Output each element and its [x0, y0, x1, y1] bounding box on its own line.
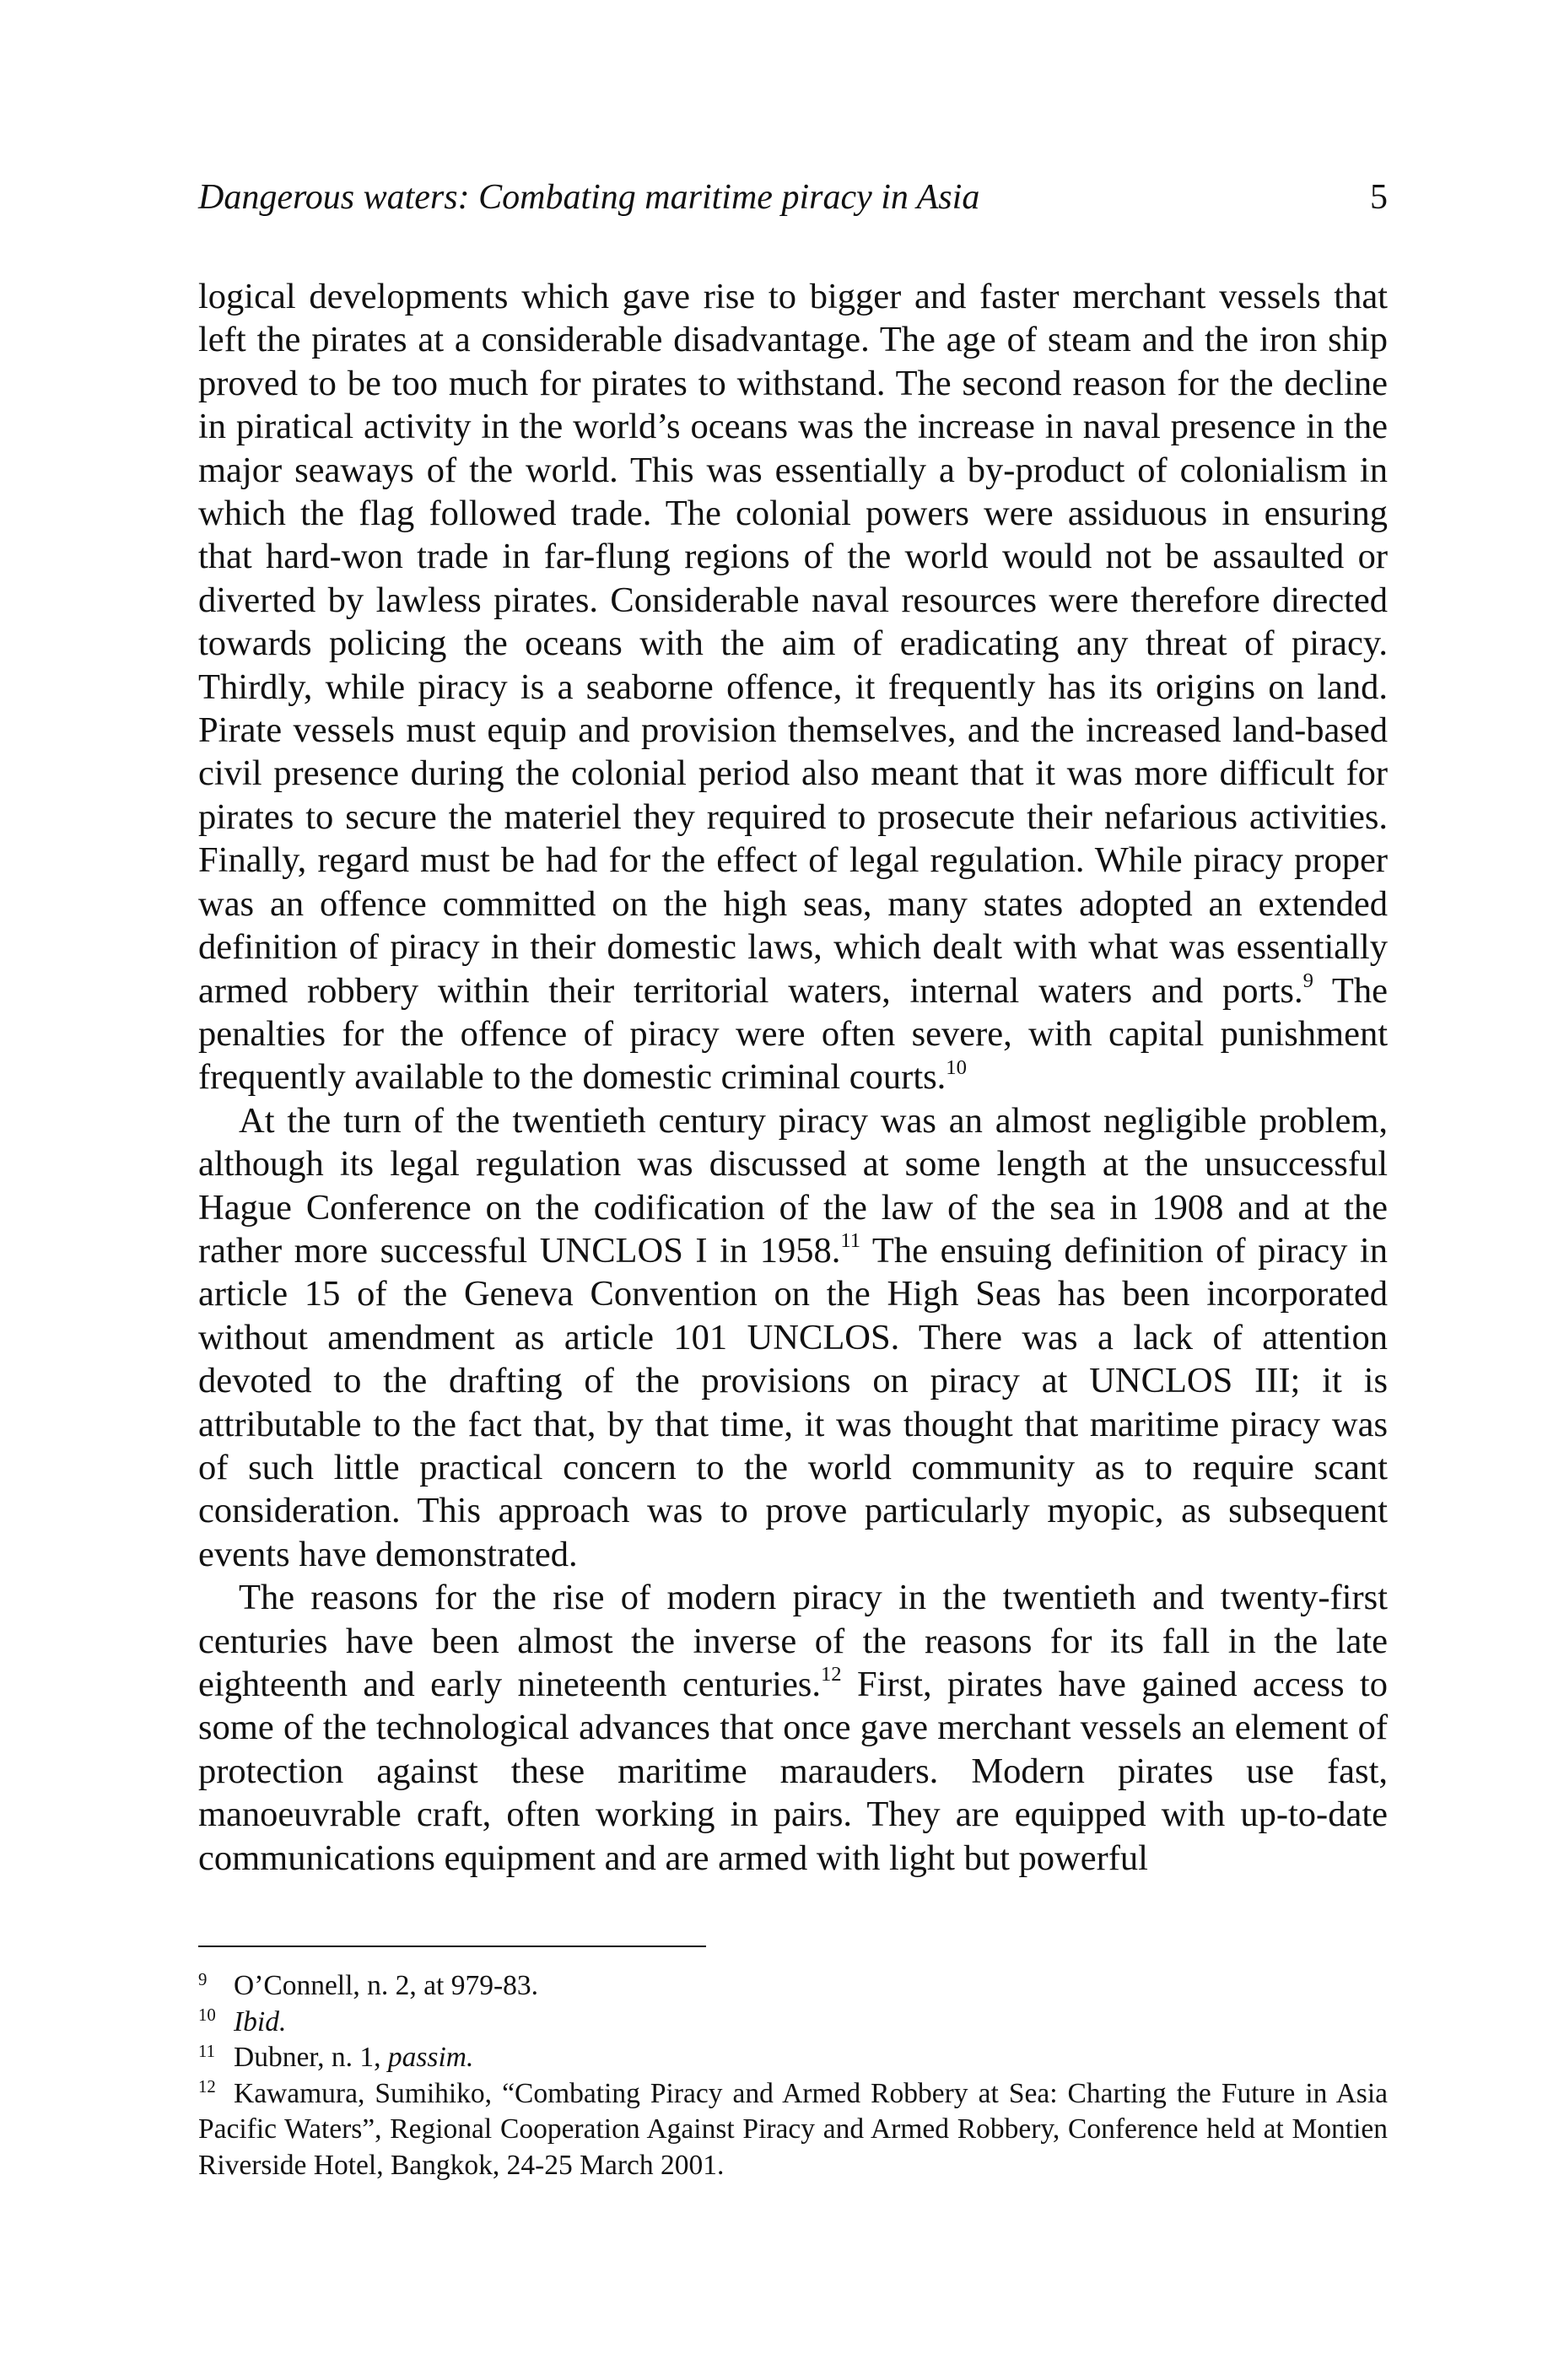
paragraph-text: At the turn of the twentieth century piracy was an almost negligible problem, although its legal regulation was discussed at some length at the unsuccessful Hague Conference on the codification of the law of the sea in 1908 and at the rather more successful UNCLOS I in 1958. [198, 1100, 1388, 1271]
footnote-reference: 9 [1302, 969, 1313, 992]
document-page [198, 174, 1388, 2183]
paragraph-text: First, pirates have gained access to some of the technological advances that once gave merchant vessels an element of protection against these maritime marauders. Modern pirates use fast, manoeuvrable craft, often working in pairs. They are equipped with up-to-date communications equipment and are armed with light but powerful [198, 1665, 1388, 1878]
paragraph-text: The reasons for the rise of modern piracy in the twentieth and twenty-first centuries have been almost the inverse of the reasons for its fall in the late eighteenth and early nineteenth centuries. [198, 1578, 1388, 1704]
footnote-text: Ibid. [234, 2005, 287, 2037]
paragraph-1 [198, 275, 1388, 1099]
paragraph-text: The penalties for the offence of piracy were often severe, with capital punishment frequently available to the domestic criminal courts. [198, 970, 1388, 1098]
footnote-text: Kawamura, Sumihiko, “Combating Piracy and Armed Robbery at Sea: Charting the Future in Asia Pacific Waters”, Regional Cooperation Against Piracy and Armed Robbery, Conference held at Montien Riverside Hotel, Bangkok, 24-25 March 2001. [198, 2077, 1388, 2181]
paragraph-text: logical developments which gave rise to bigger and faster merchant vessels that left the pirates at a considerable disadvantage. The age of steam and the iron ship proved to be too much for pirates to withstand. The second reason for the decline in piratical activity in the world’s oceans was the increase in naval presence in the major seaways of the world. This was essentially a by-product of colonialism in which the flag followed trade. The colonial powers were assiduous in ensuring that hard-won trade in far-flung regions of the world would not be assaulted or diverted by lawless pirates. Considerable naval resources were therefore directed towards policing the oceans with the aim of eradicating any threat of piracy. Thirdly, while piracy is a seaborne offence, it frequently has its origins on land. Pirate vessels must equip and provision themselves, and the increased land-based civil presence during the colonial period also meant that it was more difficult for pirates to secure the materiel they required to prosecute their nefarious activities. Finally, regard must be had for the effect of legal regulation. While piracy proper was an offence committed on the high seas, many states adopted an extended definition of piracy in their domestic laws, which dealt with what was essentially armed robbery within their territorial waters, internal waters and ports. [198, 277, 1388, 1011]
paragraph-2 [198, 1099, 1388, 1576]
footnote-10: 10 Ibid. [198, 2005, 287, 2037]
footnote-text: O’Connell, n. 2, at 979-83. [234, 1970, 539, 2002]
paragraph-3 [198, 1576, 1388, 1880]
body-text [198, 275, 1388, 1880]
footnotes [198, 1968, 1388, 2183]
footnote-11: 11 Dubner, n. 1, passim. [198, 2041, 474, 2074]
footnote-reference: 10 [946, 1055, 967, 1079]
running-title: Dangerous waters: Combating maritime piracy in Asia [198, 178, 980, 217]
paragraph-text: The ensuing definition of piracy in article 15 of the Geneva Convention on the High Seas has been incorporated without amendment as article 101 UNCLOS. There was a lack of attention devoted to the drafting of the provisions on piracy at UNCLOS III; it is attributable to the fact that, by that time, it was thought that maritime piracy was of such little practical concern to the world community as to require scant consideration. This approach was to prove particularly myopic, as subsequent events have demonstrated. [198, 1230, 1388, 1574]
footnote-text-italic: passim. [387, 2042, 474, 2074]
footnote-separator [198, 1946, 706, 1947]
footnote-text: Dubner, n. 1, [234, 2042, 388, 2074]
footnote-reference: 12 [820, 1663, 842, 1687]
footnote-12: 12 Kawamura, Sumihiko, “Combating Piracy and Armed Robbery at Sea: Charting the Future in Asia Pacific Waters”, Regional Cooperation Against Piracy and Armed Robbery, Conference held at Montien Riverside Hotel, Bangkok, 24-25 March 2001. [198, 2077, 1388, 2181]
page-number: 5 [1370, 178, 1388, 217]
page-header [198, 174, 1388, 221]
footnote-reference: 11 [840, 1229, 861, 1253]
footnote-9: 9 O’Connell, n. 2, at 979-83. [198, 1969, 539, 2002]
